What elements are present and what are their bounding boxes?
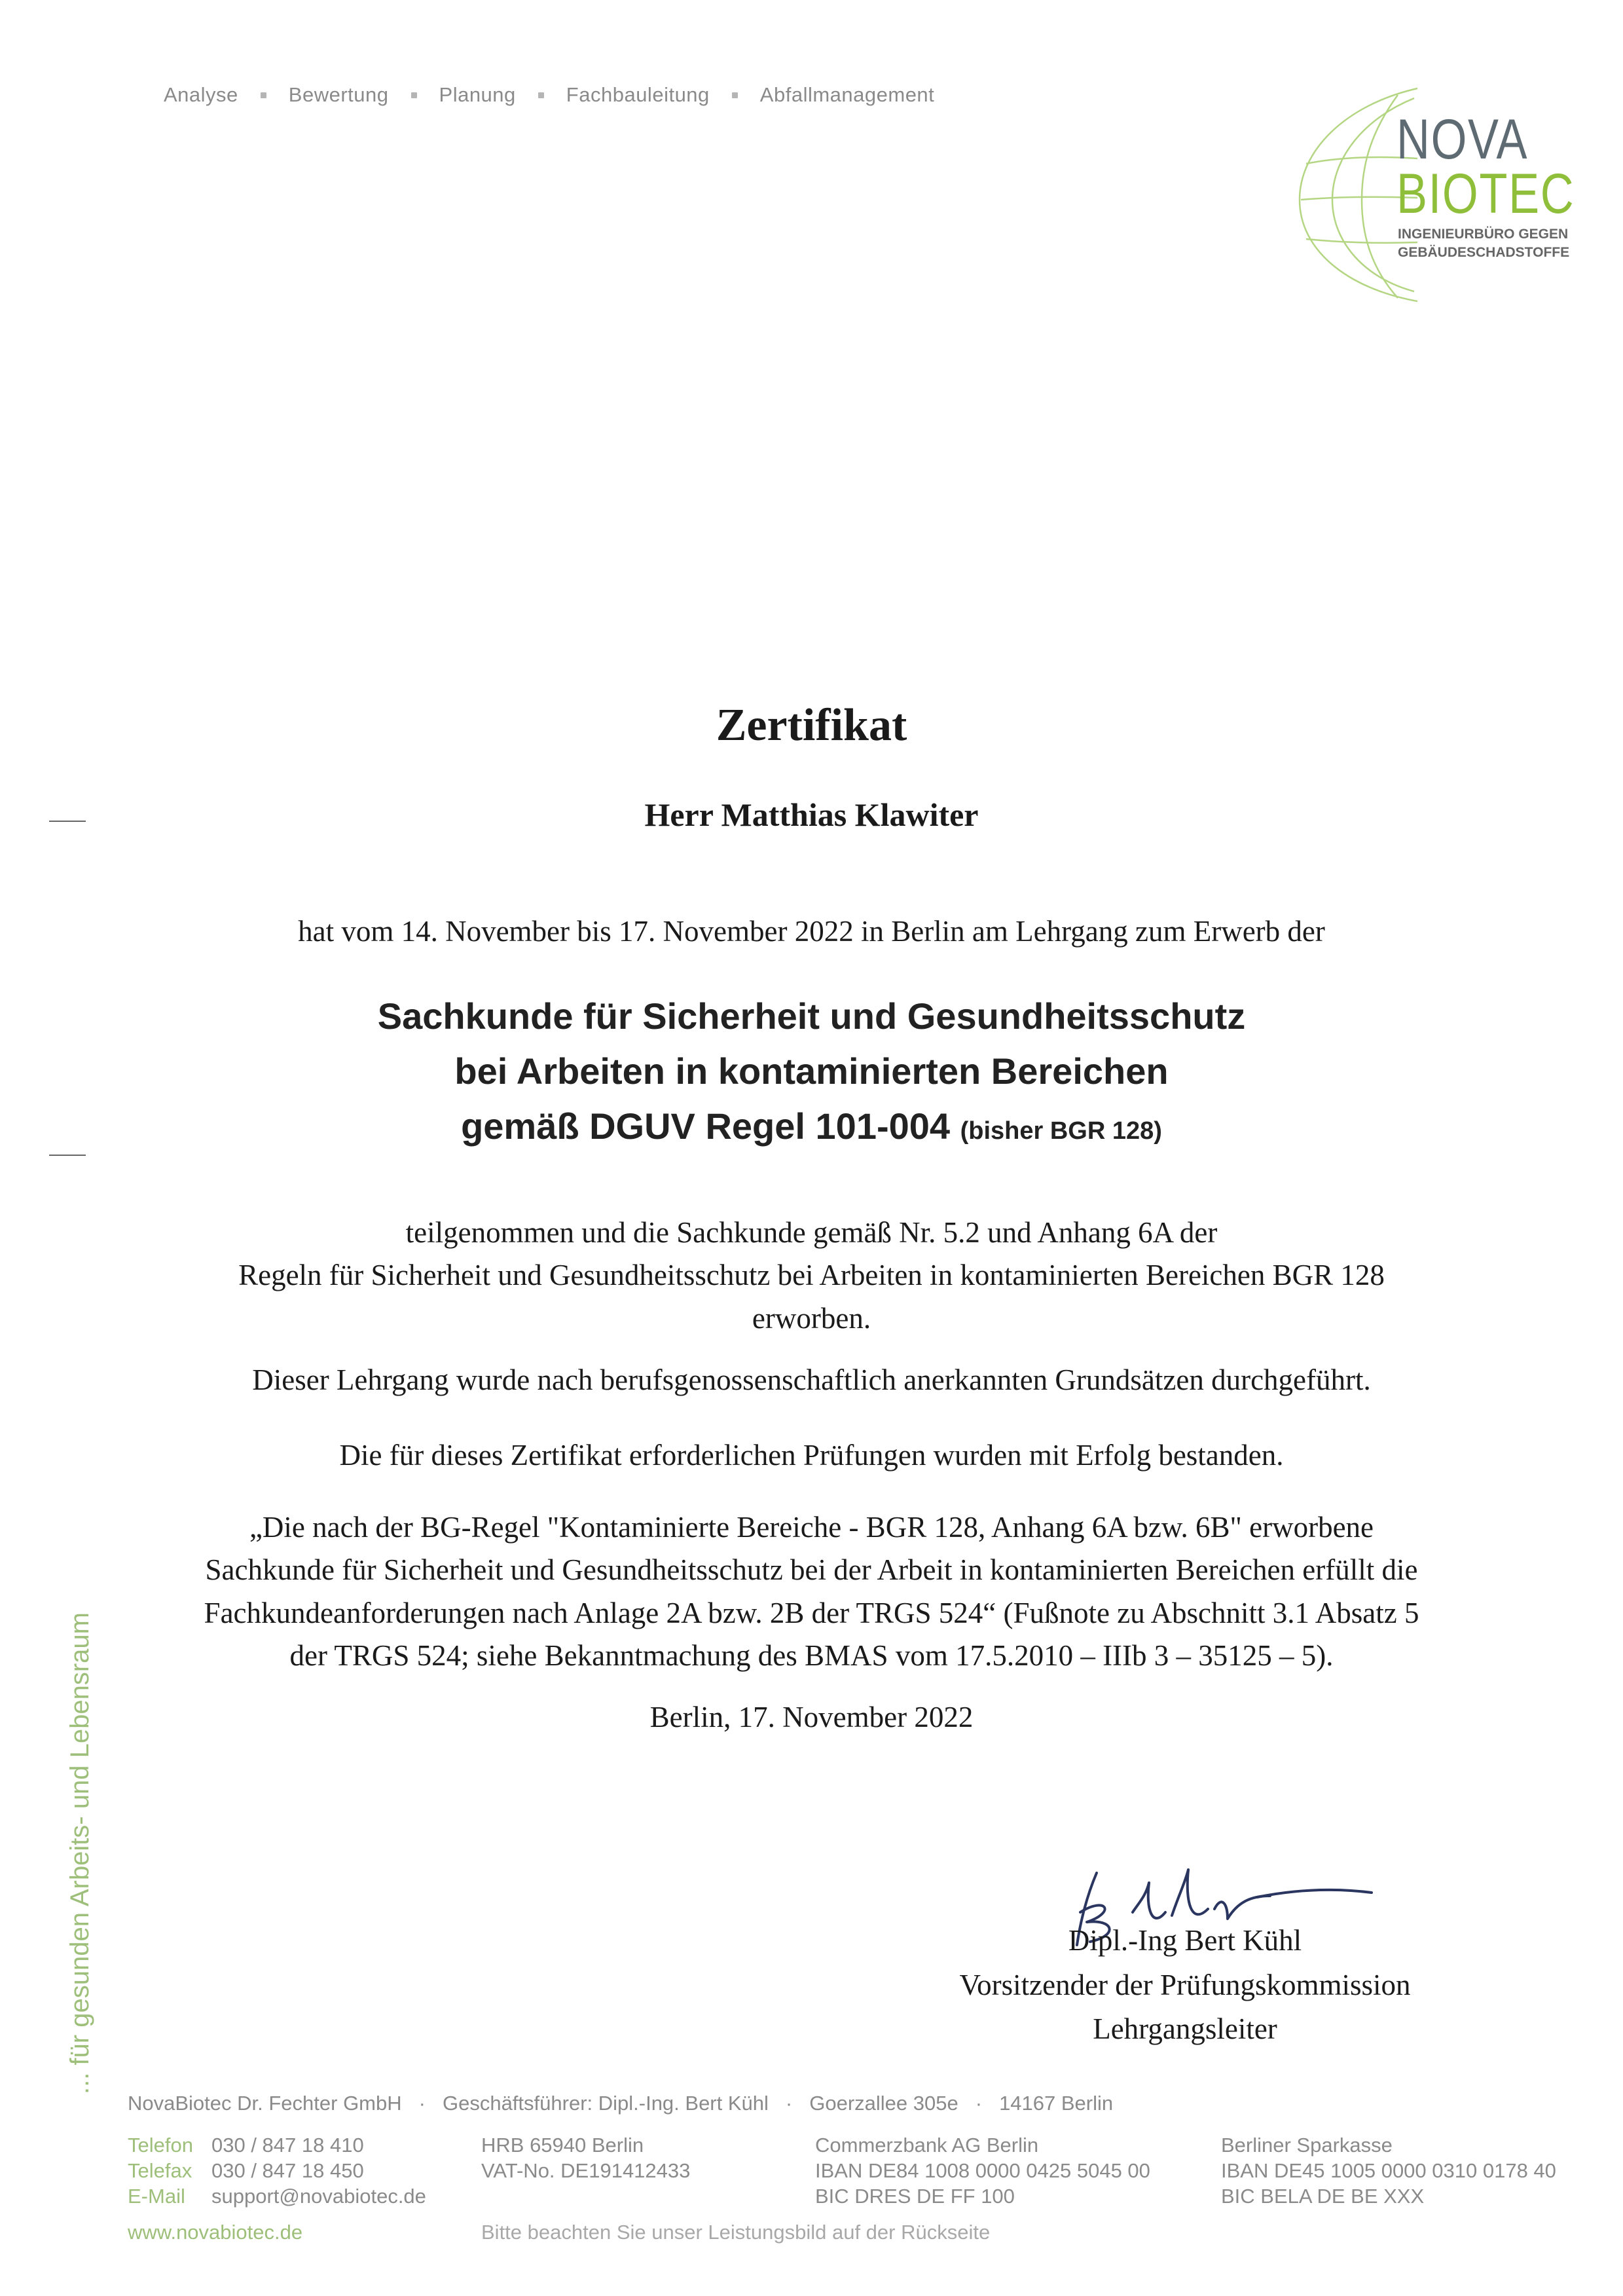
email-address: support@novabiotec.de [211, 2184, 426, 2208]
nav-item-abfallmanagement: Abfallmanagement [759, 83, 935, 106]
bank2-bic: BIC BELA DE BE XXX [1221, 2184, 1425, 2208]
footer-company-line [128, 2091, 1113, 2117]
regulation-quote-line2: Sachkunde für Sicherheit und Gesundheitsschutz bei der Arbeit in kontaminierten Bereichen erfüllt die [205, 1553, 1418, 1587]
participation-paragraph [0, 1212, 1623, 1340]
bank1-iban: IBAN DE84 1008 0000 0425 5045 00 [815, 2158, 1150, 2182]
phone-label: Telefon [128, 2134, 193, 2157]
intro-text: hat vom 14. November bis 17. November 2022 in Berlin am Lehrgang zum Erwerb der [298, 915, 1325, 948]
footer-website: www.novabiotec.de [128, 2221, 303, 2244]
footer-reverse-note: Bitte beachten Sie unser Leistungsbild auf der Rückseite [481, 2221, 991, 2244]
bank2-iban: IBAN DE45 1005 0000 0310 0178 40 [1221, 2158, 1556, 2182]
footer-separator: · [785, 2092, 793, 2115]
header-service-nav [164, 82, 934, 108]
bank2-name: Berliner Sparkasse [1221, 2134, 1393, 2157]
footer-phone-row [128, 2133, 426, 2158]
signatory-name: Dipl.-Ing Bert Kühl [1068, 1924, 1302, 1957]
logo-tagline-line1: INGENIEURBÜRO GEGEN [1398, 227, 1569, 242]
course-regulation: gemäß DGUV Regel 101-004 [461, 1105, 951, 1147]
bank1-name: Commerzbank AG Berlin [815, 2134, 1039, 2157]
participation-line2: Regeln für Sicherheit und Gesundheitsschutz bei Arbeiten in kontaminierten Bereichen BGR 128 [238, 1259, 1385, 1292]
exam-passed-statement: Die für dieses Zertifikat erforderlichen Prüfungen wurden mit Erfolg bestanden. [339, 1439, 1284, 1472]
nav-item-planung: Planung [439, 83, 516, 106]
signatory-role-leader: Lehrgangsleiter [1093, 2012, 1277, 2045]
participation-line3: erworben. [752, 1301, 871, 1335]
footer-fax-row [128, 2158, 426, 2184]
footer-separator: · [418, 2092, 426, 2115]
course-regulation-note: (bisher BGR 128) [960, 1117, 1162, 1145]
course-title-line3 [0, 1099, 1623, 1154]
participation-line1: teilgenommen und die Sachkunde gemäß Nr. 5.2 und Anhang 6A der [405, 1216, 1218, 1249]
logo-text-nova: NOVA [1396, 108, 1529, 171]
bank1-bic: BIC DRES DE FF 100 [815, 2184, 1015, 2208]
footer-contact [128, 2133, 426, 2209]
footer-email-row [128, 2184, 426, 2210]
regulation-quote-line3: Fachkundeanforderungen nach Anlage 2A bzw. 2B der TRGS 524“ (Fußnote zu Abschnitt 3.1 Absatz 5 [204, 1596, 1419, 1629]
phone-number: 030 / 847 18 410 [211, 2134, 364, 2157]
email-label: E-Mail [128, 2184, 185, 2208]
bullet-separator [732, 92, 738, 98]
bullet-separator [261, 92, 266, 98]
side-tagline: ... für gesunden Arbeits- und Lebensraum [65, 1612, 94, 2095]
logo-tagline [1398, 225, 1569, 263]
bullet-separator [538, 92, 544, 98]
course-title-line2: bei Arbeiten in kontaminierten Bereichen [454, 1050, 1169, 1092]
recipient-name: Herr Matthias Klawiter [644, 796, 979, 833]
footer-city: 14167 Berlin [999, 2092, 1114, 2115]
fax-label: Telefax [128, 2158, 192, 2182]
fold-mark [49, 1155, 86, 1156]
footer-street: Goerzallee 305e [809, 2092, 958, 2115]
footer-company: NovaBiotec Dr. Fechter GmbH [128, 2092, 402, 2115]
fax-number: 030 / 847 18 450 [211, 2158, 364, 2182]
footer-vat: VAT-No. DE191412433 [481, 2158, 691, 2182]
footer-bank-sparkasse [1221, 2133, 1556, 2209]
course-title [0, 989, 1623, 1154]
footer-registration [481, 2133, 690, 2184]
nav-item-bewertung: Bewertung [288, 83, 389, 106]
footer-bank-commerzbank [815, 2133, 1150, 2209]
logo-tagline-line2: GEBÄUDESCHADSTOFFE [1398, 245, 1570, 261]
regulation-quote [0, 1506, 1623, 1677]
footer-separator: · [975, 2092, 983, 2115]
course-title-line1: Sachkunde für Sicherheit und Gesundheitsschutz [377, 995, 1246, 1037]
nav-item-fachbauleitung: Fachbauleitung [566, 83, 710, 106]
bullet-separator [411, 92, 417, 98]
regulation-quote-line1: „Die nach der BG-Regel "Kontaminierte Bereiche - BGR 128, Anhang 6A bzw. 6B" erworbene [249, 1511, 1374, 1544]
footer-hrb: HRB 65940 Berlin [481, 2134, 644, 2157]
course-conduct-statement: Dieser Lehrgang wurde nach berufsgenossenschaftlich anerkannten Grundsätzen durchgeführt. [252, 1363, 1371, 1396]
regulation-quote-line4: der TRGS 524; siehe Bekanntmachung des BMAS vom 17.5.2010 – IIIb 3 – 35125 – 5). [289, 1639, 1334, 1672]
place-and-date: Berlin, 17. November 2022 [649, 1701, 974, 1733]
signature-block [851, 1919, 1519, 2052]
certificate-title: Zertifikat [716, 700, 907, 750]
nav-item-analyse: Analyse [164, 83, 238, 106]
signatory-role-chair: Vorsitzender der Prüfungskommission [959, 1968, 1411, 2001]
logo-text-biotec: BIOTEC [1396, 162, 1575, 225]
footer-ceo: Geschäftsführer: Dipl.-Ing. Bert Kühl [442, 2092, 769, 2115]
company-logo [1286, 79, 1601, 308]
